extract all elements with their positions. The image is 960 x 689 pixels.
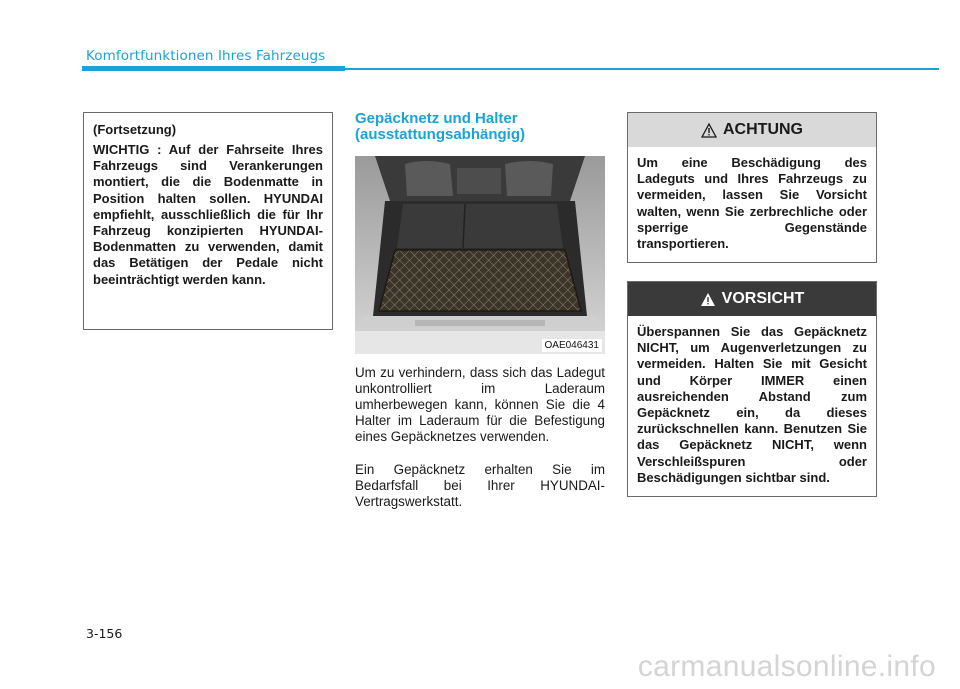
warning-title: VORSICHT: [721, 290, 805, 307]
warning-body: Überspannen Sie das Gepäcknetz NICHT, um Augenverletzungen zu vermeiden. Halten Sie mit Gesicht und Körper IMMER einen ausreichenden Abstand zum Gepäcknetz ein, da dieses zurückschnellen kann. Benutzen Sie das Gepäcknetz NICHT, wenn Verschleißspuren oder Beschädigungen sichtbar sind.: [637, 324, 867, 485]
warning-triangle-icon: [700, 292, 716, 307]
trunk-illustration: [355, 156, 605, 354]
notice-heading: (Fortsetzung): [93, 122, 177, 137]
caution-title: ACHTUNG: [723, 121, 803, 138]
header-rule-thin: [345, 68, 939, 70]
page-number: 3-156: [86, 626, 123, 641]
warning-header: [628, 282, 876, 316]
section-title: Komfortfunktionen Ihres Fahrzeugs: [86, 48, 326, 64]
section-heading: [355, 111, 605, 143]
section-heading-line2: (ausstattungsabhängig): [355, 126, 526, 143]
cargo-net-photo: [355, 156, 605, 354]
notice-body: WICHTIG : Auf der Fahrseite Ihres Fahrzeugs sind Verankerungen montiert, die die Bodenmatte in Position halten sollen. HYUNDAI empfiehlt, ausschließlich die für Ihr Fahrzeug konzipierten HYUNDAI-Bodenmatten zu verwenden, damit das Betätigen der Pedale nicht beeinträchtigt werden kann.: [93, 142, 323, 287]
caution-box: [627, 112, 877, 263]
notice-box: [83, 112, 333, 330]
paragraph-2: Ein Gepäcknetz erhalten Sie im Bedarfsfall bei Ihrer HYUNDAI-Vertragswerkstatt.: [355, 462, 605, 510]
caution-triangle-icon: [701, 123, 717, 138]
watermark: carmanualsonline.info: [637, 650, 936, 683]
caution-body: Um eine Beschädigung des Ladeguts und Ihres Fahrzeugs zu vermeiden, lassen Sie Vorsicht walten, wenn Sie zerbrechliche oder sperrige Gegenstände transportieren.: [637, 155, 867, 252]
image-label: OAE046431: [542, 339, 603, 352]
header-rule-thick: [82, 66, 345, 71]
caution-header: [628, 113, 876, 147]
paragraph-1: Um zu verhindern, dass sich das Ladegut unkontrolliert im Laderaum umherbewegen kann, können Sie die 4 Halter im Laderaum für die Befestigung eines Gepäcknetzes verwenden.: [355, 365, 605, 445]
warning-box: [627, 281, 877, 497]
section-heading-line1: Gepäcknetz und Halter: [355, 110, 518, 127]
